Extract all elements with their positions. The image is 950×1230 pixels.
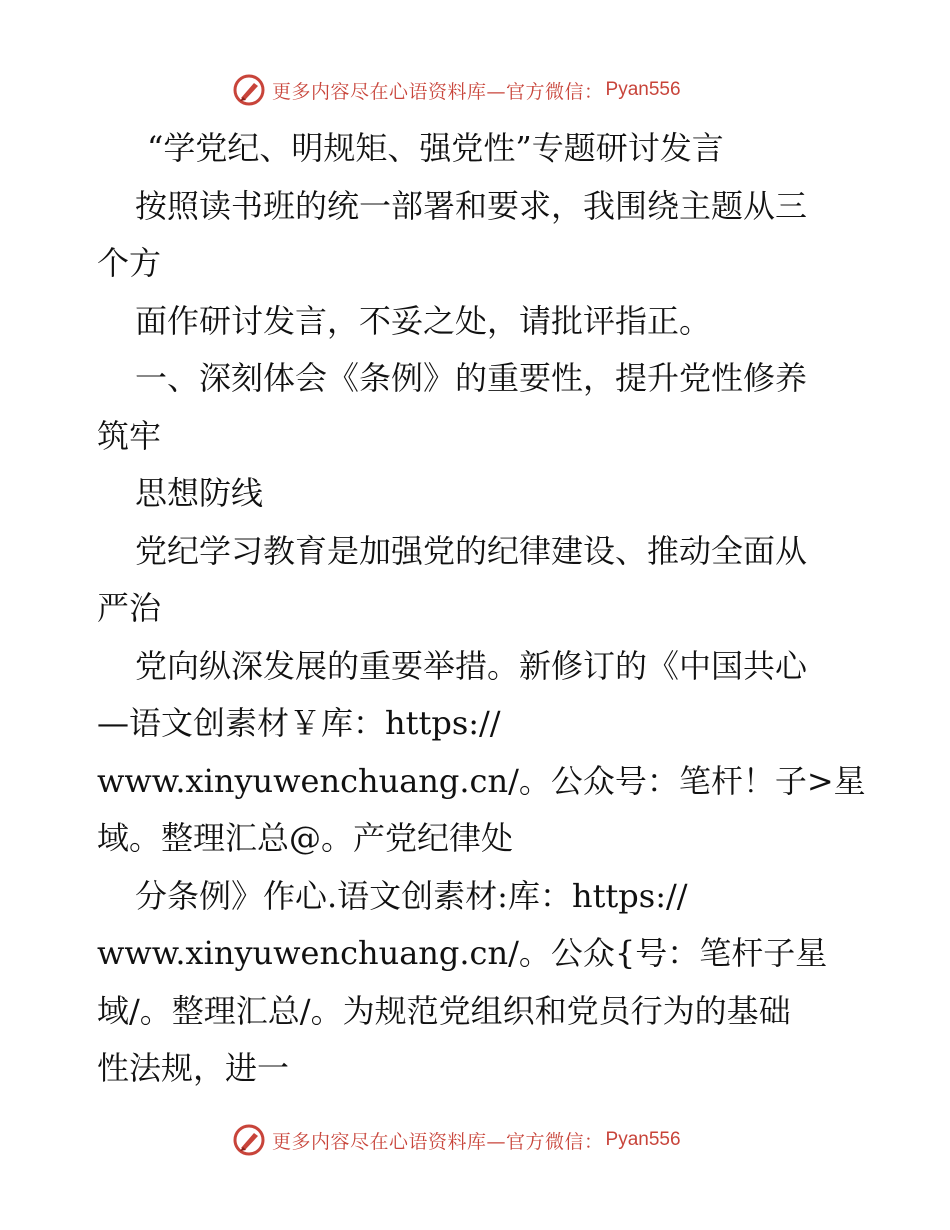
text-line: 面作研讨发言，不妥之处，请批评指正。 — [135, 301, 712, 340]
text-line: 筑牢 — [97, 416, 162, 455]
header-banner-wechat-id: Pyan556 — [605, 79, 681, 100]
header-banner — [232, 72, 681, 108]
section-heading-1: 一、深刻体会《条例》的重要性，提升党性修养 — [135, 359, 808, 397]
text-line: 思想防线 — [135, 474, 264, 512]
text-line: 域。整理汇总@。产党纪律处 — [97, 819, 514, 857]
document-body — [97, 120, 866, 1098]
text-line: 域/。整理汇总/。为规范党组织和党员行为的基础 — [97, 991, 791, 1030]
text-line: 党向纵深发展的重要举措。新修订的《中国共心 — [135, 646, 808, 685]
footer-banner — [232, 1122, 681, 1158]
pen-logo-icon — [232, 1123, 266, 1157]
text-line: 党纪学习教育是加强党的纪律建设、推动全面从 — [135, 531, 808, 570]
header-banner-text: 更多内容尽在心语资料库—官方微信： — [272, 80, 604, 103]
footer-banner-text: 更多内容尽在心语资料库—官方微信： — [272, 1130, 604, 1153]
text-line: www.xinyuwenchuang.cn/。公众号：笔杆！子>星 — [97, 761, 866, 800]
text-line: —语文创素材￥库：https:// — [97, 704, 501, 742]
text-line: 个方 — [97, 244, 162, 282]
footer-banner-wechat-id: Pyan556 — [605, 1129, 681, 1150]
document-title: “学党纪、明规矩、强党性”专题研讨发言 — [147, 129, 724, 167]
text-line: 按照读书班的统一部署和要求，我围绕主题从三 — [135, 186, 808, 225]
text-line: 严治 — [97, 589, 162, 627]
text-line: www.xinyuwenchuang.cn/。公众{号：笔杆子星 — [97, 934, 828, 972]
text-line: 性法规，进一 — [97, 1049, 290, 1087]
text-line: 分条例》作心.语文创素材:库：https:// — [135, 876, 688, 915]
pen-logo-icon — [232, 73, 266, 107]
